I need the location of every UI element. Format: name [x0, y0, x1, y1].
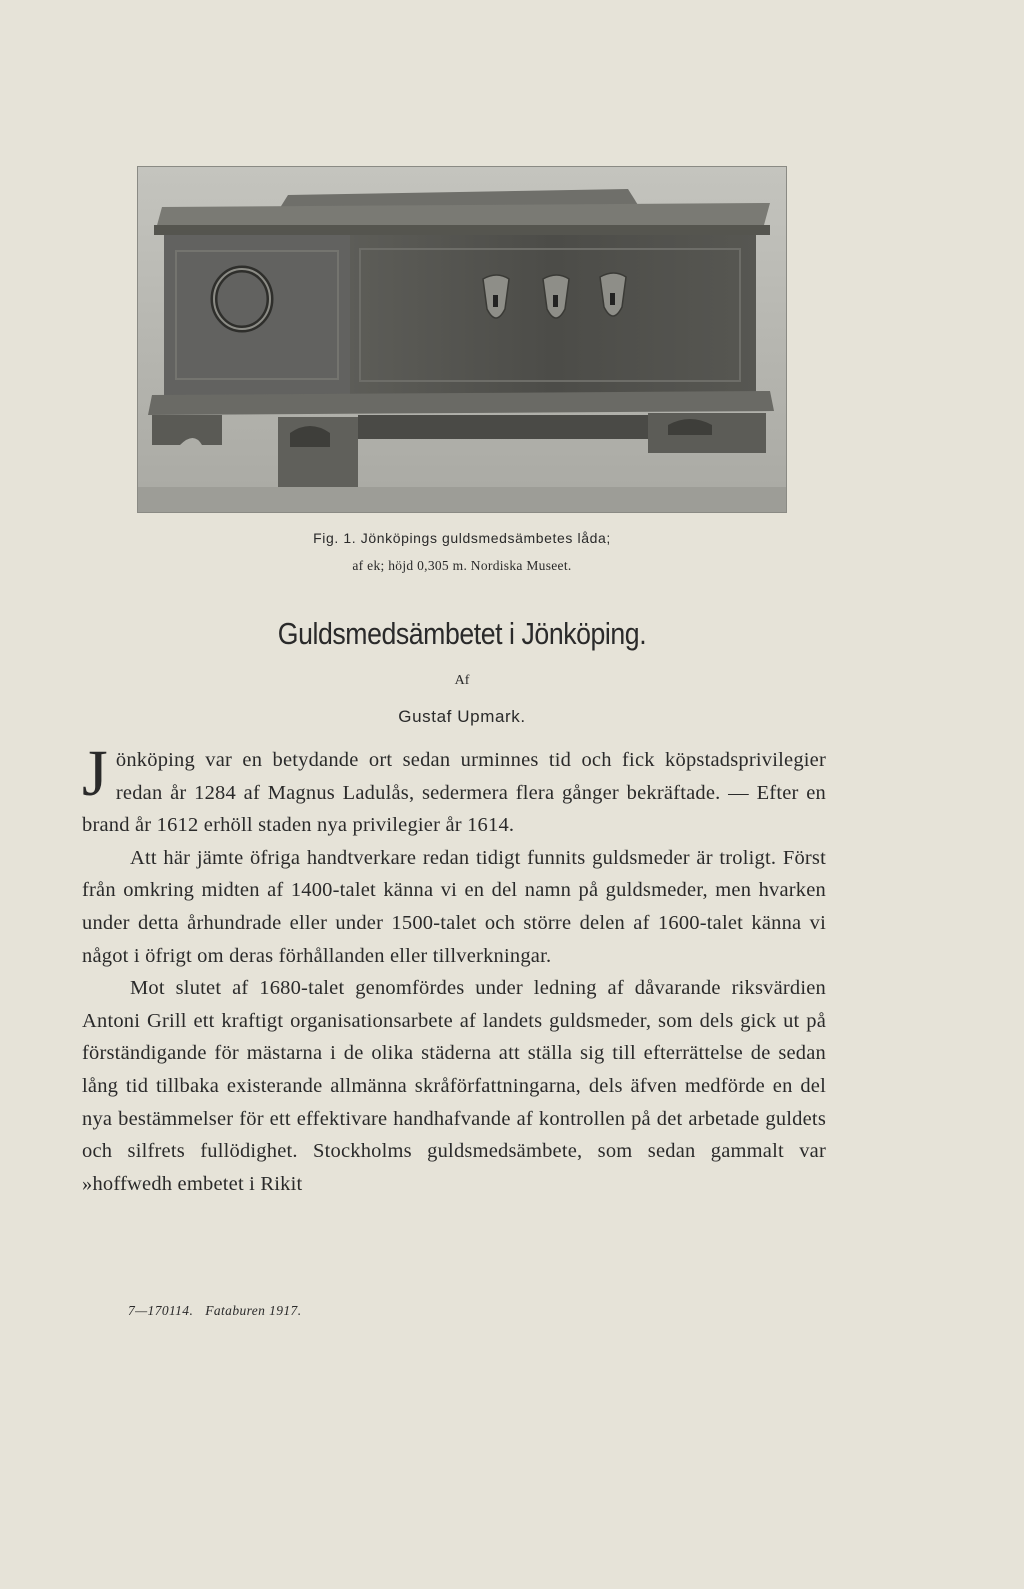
drop-cap: J	[82, 737, 108, 810]
figure-caption-details: af ek; höjd 0,305 m. Nordiska Museet.	[352, 558, 572, 573]
article-body	[82, 737, 826, 1200]
page-footer	[128, 1303, 301, 1319]
paragraph-1-text: önköping var en betydande ort sedan urminnes tid och fick köpstadsprivilegier redan år 1284 af Magnus Ladulås, sedermera flera gånger bekräftade. — Efter en brand år 1612 erhöll staden nya privilegier år 1614.	[82, 749, 826, 837]
figure-photo-chest	[137, 166, 787, 513]
article-author: Gustaf Upmark.	[398, 707, 526, 726]
paragraph-2: Att här jämte öfriga handtverkare redan tidigt funnits guldsmeder är troligt. Först från omkring midten af 1400-talet känna vi en del namn på guldsmeder, men hvarken under detta århundrade eller under 1500-talet och större delen af 1600-talet känna vi något i öfrigt om deras förhållanden eller tillverkningar.	[82, 846, 826, 967]
article-title: Guldsmedsämbetet i Jönköping.	[277, 616, 647, 651]
paragraph-3: Mot slutet af 1680-talet genomfördes under ledning af dåvarande riksvärdien Antoni Grill ett kraftigt organisationsarbete af landets guldsmeder, som dels gick ut på förständigande för mästarna i de olika städerna att ställa sig till efterrättelse de sedan lång tid tillbaka existerande allmänna skråförfattningarna, dels äfven medförde en del nya bestämmelser för ett effektivare handhafvande af kontrollen på det arbetade guldets och silfrets fullödighet. Stockholms guldsmedsämbete, som sedan gammalt var »hoffwedh embetet i Rikit	[82, 977, 826, 1195]
footer-publication: Fataburen 1917.	[205, 1303, 302, 1318]
paragraph-1	[82, 737, 826, 842]
byline-prefix: Af	[454, 673, 470, 688]
figure-title: Jönköpings guldsmedsämbetes låda;	[360, 530, 611, 546]
footer-signature: 7—170114.	[128, 1303, 194, 1318]
figure-caption-title	[0, 530, 924, 546]
chest-illustration	[138, 167, 786, 512]
figure-label: Fig. 1.	[313, 530, 357, 546]
